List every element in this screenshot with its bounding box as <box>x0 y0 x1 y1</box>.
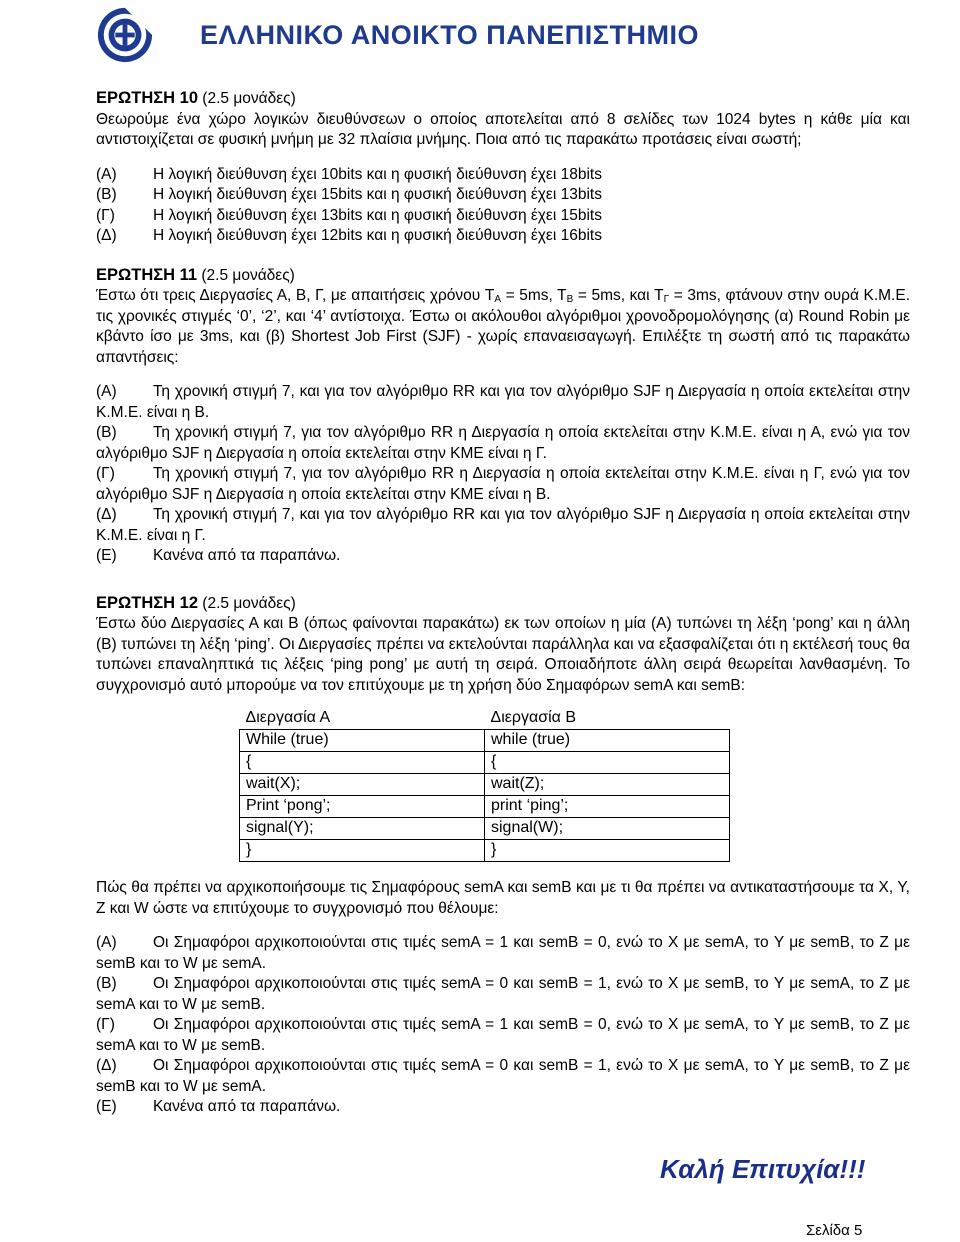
process-code-table <box>239 708 730 862</box>
page-header <box>0 0 960 70</box>
question-11-text: Έστω ότι τρεις Διεργασίες Α, Β, Γ, με απαιτήσεις χρόνου $T_A = 5ms$, $T_B = 5ms$, και $T_\Gamma = 3ms$, φτάνουν στην ουρά Κ.Μ.Ε. τις χρονικές στιγμές ‘0’, ‘2’, και ‘4’ αντίστοιχα. Έστω οι ακόλουθοι αλγόριθμοι χρονοδρομολόγησης (α) Round Robin με κβάντο ίσο με 3ms, και (β) Shortest Job First (SJF) - χωρίς επαναεισαγωγή. Επιλέξτε τη σωστή από τις παρακάτω απαντήσεις: <box>96 287 911 366</box>
question-10-option: (Α) Η λογική διεύθυνση έχει 10bits και η φυσική διεύθυνση έχει 18bits <box>96 165 602 183</box>
question-12-option: (Α) Οι Σημαφόροι αρχικοποιούνται στις τιμές semA = 1 και semB = 0, ενώ το X με semA, το Y με semB, το Z με semB και το W με semA. <box>96 934 910 972</box>
question-10-option: (Β) Η λογική διεύθυνση έχει 15bits και η φυσική διεύθυνση έχει 13bits <box>96 186 602 203</box>
question-11-title <box>96 265 910 287</box>
question-10-points: (2.5 μονάδες) <box>198 90 296 107</box>
question-10-option: (Γ) Η λογική διεύθυνση έχει 13bits και η φυσική διεύθυνση έχει 15bits <box>96 206 602 224</box>
question-12-title <box>96 593 910 615</box>
question-11-option: (Β) Τη χρονική στιγμή 7, για τον αλγόριθμο RR η Διεργασία η οποία εκτελείται στην Κ.Μ.Ε. είναι η Α, ενώ για τον αλγόριθμο SJF η Διεργασία η οποία εκτελείται στην ΚΜΕ είναι η Γ. <box>96 424 910 462</box>
question-10-options <box>96 165 910 247</box>
page-number: Σελίδα 5 <box>806 1222 863 1239</box>
code-table-row: Print ‘pong’; print ‘ping’; <box>240 796 730 818</box>
question-12-option: (Δ) Οι Σημαφόροι αρχικοποιούνται στις τιμές semA = 0 και semB = 1, ενώ το X με semA, το Y με semB, το Z με semB και το W με semA. <box>96 1057 910 1095</box>
question-11-options <box>96 382 910 567</box>
question-11-points: (2.5 μονάδες) <box>197 266 295 284</box>
question-12-points: (2.5 μονάδες) <box>198 594 296 612</box>
university-logo-icon <box>96 6 154 64</box>
question-12-label: ΕΡΩΤΗΣΗ 12 <box>96 593 198 612</box>
question-10-title <box>96 88 910 110</box>
question-12-question: Πώς θα πρέπει να αρχικοποιήσουμε τις Σημαφόρους semA και semB και με τι θα πρέπει να αντικαταστήσουμε τα X, Y, Z και W ώστε να επιτύχουμε το συγχρονισμό που θέλουμε: <box>96 879 910 917</box>
exam-content <box>96 88 910 1118</box>
code-table-row: signal(Y); signal(W); <box>240 818 730 840</box>
question-12-option: (Ε) Κανένα από τα παραπάνω. <box>96 1098 341 1115</box>
process-a-header: Διεργασία Α <box>240 708 485 730</box>
code-table-row: wait(X); wait(Z); <box>240 774 730 796</box>
code-table-row: } } <box>240 840 730 862</box>
question-12-option: (Β) Οι Σημαφόροι αρχικοποιούνται στις τιμές semA = 0 και semB = 1, ενώ το X με semB, το Y με semA, το Z με semA και το W με semB. <box>96 975 910 1013</box>
process-b-header: Διεργασία Β <box>485 708 730 730</box>
code-table-row: While (true) while (true) <box>240 730 730 752</box>
question-11-option: (Γ) Τη χρονική στιγμή 7, για τον αλγόριθμο RR η Διεργασία η οποία εκτελείται στην Κ.Μ.Ε. είναι η Γ, ενώ για τον αλγόριθμο SJF η Διεργασία η οποία εκτελείται στην ΚΜΕ είναι η Β. <box>96 465 910 503</box>
good-luck-message: Καλή Επιτυχία!!! <box>660 1154 866 1184</box>
university-name: ΕΛΛΗΝΙΚΟ ΑΝΟΙΚΤΟ ΠΑΝΕΠΙΣΤΗΜΙΟ <box>200 20 699 50</box>
question-12-text: Έστω δύο Διεργασίες Α και Β (όπως φαίνονται παρακάτω) εκ των οποίων η μία (Α) τυπώνει τη λέξη ‘pong’ και η άλλη (Β) τυπώνει τη λέξη ‘ping’. Οι Διεργασίες πρέπει να εκτελούνται παράλληλα και να εξασφαλίζεται ότι η εκτέλεσή τους θα τυπώνει επαναληπτικά τις λέξεις ‘ping pong’ με αυτή τη σειρά. Οποιαδήποτε άλλη σειρά θεωρείται λανθασμένη. Το συγχρονισμό αυτό μπορούμε να τον επιτύχουμε με τη χρήση δύο Σημαφόρων semA και semB: <box>96 615 910 694</box>
code-table-header <box>240 708 730 730</box>
question-10-option: (Δ) Η λογική διεύθυνση έχει 12bits και η φυσική διεύθυνση έχει 16bits <box>96 227 602 244</box>
code-table-row: { { <box>240 752 730 774</box>
question-12-options <box>96 933 910 1118</box>
question-11-label: ΕΡΩΤΗΣΗ 11 <box>96 265 198 284</box>
question-11-option: (Α) Τη χρονική στιγμή 7, και για τον αλγόριθμο RR και για τον αλγόριθμο SJF η Διεργασία η οποία εκτελείται στην Κ.Μ.Ε. είναι η Β. <box>96 383 910 421</box>
question-11-option: (Δ) Τη χρονική στιγμή 7, και για τον αλγόριθμο RR και για τον αλγόριθμο SJF η Διεργασία η οποία εκτελείται στην Κ.Μ.Ε. είναι η Γ. <box>96 506 910 544</box>
question-11-option: (Ε) Κανένα από τα παραπάνω. <box>96 547 341 564</box>
question-10-text: Θεωρούμε ένα χώρο λογικών διευθύνσεων ο οποίος αποτελείται από 8 σελίδες των 1024 bytes η κάθε μία και αντιστοιχίζεται σε φυσική μνήμη με 32 πλαίσια μνήμης. Ποια από τις παρακάτω προτάσεις είναι σωστή; <box>96 110 910 148</box>
question-12-option: (Γ) Οι Σημαφόροι αρχικοποιούνται στις τιμές semA = 1 και semB = 0, ενώ το X με semA, το Y με semB, το Z με semA και το W με semB. <box>96 1016 910 1054</box>
question-10-label: ΕΡΩΤΗΣΗ 10 <box>96 89 198 107</box>
